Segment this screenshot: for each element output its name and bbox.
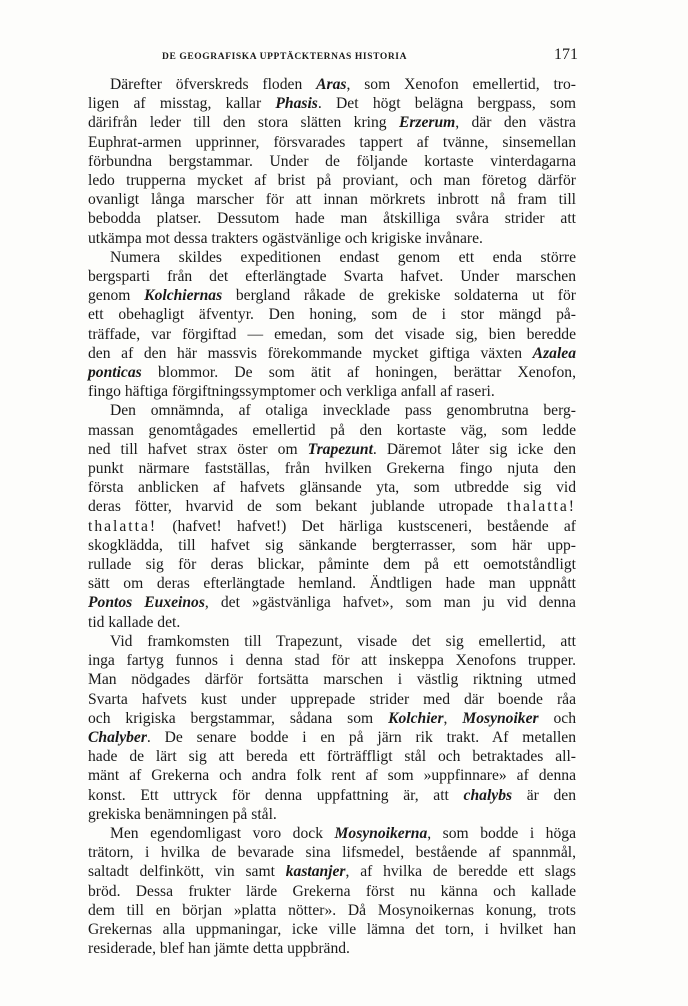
text-line: skogklädda, till hafvet sig sänkande bergterrasser, som här upp-: [88, 536, 576, 554]
text-line: deras fötter, hvarvid de som bekant jublande utropade thalatta!: [88, 498, 576, 516]
text-line: tid kallade det.: [88, 613, 181, 631]
text-line: Svarta hafvets kust under upprepade strider med där boende råa: [88, 690, 576, 708]
text-line: Man nödgades därför fortsätta marschen i västlig riktning utmed: [88, 671, 576, 689]
text-line: ponticas blommor. De som ätit af honingen, berättar Xenofon,: [88, 364, 576, 382]
text-line: förbundna bergstammar. Under de följande kortaste vinterdagarna: [88, 152, 576, 170]
page-number: 171: [554, 46, 578, 63]
text-line: dem till en början »platta nötter». Då Mosynoikernas konung, trots: [88, 901, 576, 919]
text-line: thalatta! (hafvet! hafvet!) Det härliga kustsceneri, bestående af: [88, 517, 576, 535]
text-line: Men egendomligast voro dock Mosynoikerna, som bodde i höga: [110, 824, 576, 842]
text-line: ned till hafvet strax öster om Trapezunt. Däremot låter sig icke den: [88, 440, 576, 458]
text-line: inga fartyg funnos i denna stad för att inskeppa Xenofons trupper.: [88, 652, 576, 670]
text-line: hade de lärt sig att bereda ett förträffligt stål och betraktades all-: [88, 748, 576, 766]
text-line: därifrån leder till den stora slätten kring Erzerum, där den västra: [88, 114, 576, 132]
text-line: utkämpa mot dessa trakters ogästvänlige och krigiske invånare.: [88, 229, 483, 247]
text-line: massan genomtågades emellertid på den kortaste väg, som ledde: [88, 421, 576, 439]
text-line: Chalyber. De senare bodde i en på järn rik trakt. Af metallen: [88, 728, 576, 746]
text-line: rullade sig för deras blickar, påminte dem på ett oemotståndligt: [88, 556, 576, 574]
text-line: och krigiska bergstammar, sådana som Kolchier, Mosynoiker och: [88, 709, 577, 727]
text-line: Grekernas alla uppmaningar, icke ville lämna det torn, i hvilket han: [88, 920, 576, 938]
text-line: ledo trupperna mycket af brist på proviant, och man företog därför: [88, 172, 576, 190]
text-line: sätt om deras efterlängtade hemland. Ändtligen hade man uppnått: [88, 575, 576, 593]
text-line: Pontos Euxeinos, det »gästvänliga hafvet», som man ju vid denna: [88, 594, 576, 612]
text-line: Euphrat-armen upprinner, försvarades tappert af tvänne, sinsemellan: [88, 133, 576, 151]
text-line: Vid framkomsten till Trapezunt, visade det sig emellertid, att: [110, 632, 576, 650]
body-text: [88, 75, 576, 958]
running-title: DE GEOGRAFISKA UPPTÄCKTERNAS HISTORIA: [162, 52, 408, 62]
page-header: [88, 46, 578, 68]
text-line: mänt af Grekerna och andra folk rent af som »uppfinnare» af denna: [88, 767, 576, 785]
text-line: fingo häftiga förgiftningssymptomer och verkliga anfall af raseri.: [88, 383, 495, 401]
text-line: den af den här massvis förekommande mycket giftiga växten Azalea: [88, 344, 576, 362]
text-line: residerade, blef han jämte detta uppbränd.: [88, 940, 350, 958]
text-line: bergsparti från det efterlängtade Svarta hafvet. Under marschen: [88, 268, 576, 286]
text-line: träffade, var förgiftad — emedan, som det visade sig, bien beredde: [88, 325, 576, 343]
text-line: Numera skildes expeditionen endast genom ett enda större: [110, 248, 576, 266]
text-line: punkt närmare fastställas, från hvilken Grekerna fingo njuta den: [88, 460, 576, 478]
text-line: saltadt delfinkött, vin samt kastanjer, af hvilka de beredde ett slags: [88, 863, 576, 881]
text-line: Därefter öfverskreds floden Aras, som Xenofon emellertid, tro-: [110, 76, 576, 93]
text-line: ett obehagligt äfventyr. Den honing, som de i stor mängd på-: [88, 306, 576, 324]
text-line: konst. Ett uttryck för denna uppfattning är, att chalybs är den: [88, 786, 576, 804]
text-line: bröd. Dessa frukter lärde Grekerna först nu känna och kallade: [88, 882, 576, 900]
text-line: bebodda platser. Dessutom hade man åtskilliga svåra strider att: [88, 210, 576, 228]
text-line: ligen af misstag, kallar Phasis. Det högt belägna bergpass, som: [88, 95, 576, 113]
text-line: Den omnämnda, af otaliga invecklade pass genombrutna berg-: [110, 402, 576, 420]
text-line: genom Kolchiernas bergland råkade de grekiske soldaterna ut för: [88, 287, 576, 305]
text-line: trätorn, i hvilka de bevarade sina lifsmedel, bestående af spannmål,: [88, 844, 576, 862]
text-line: första anblicken af hafvets glänsande yta, som utbredde sig vid: [88, 479, 576, 497]
text-line: grekiska benämningen på stål.: [88, 805, 277, 823]
text-line: ovanligt långa marscher för att innan mörkrets inbrott nå fram till: [88, 191, 576, 209]
